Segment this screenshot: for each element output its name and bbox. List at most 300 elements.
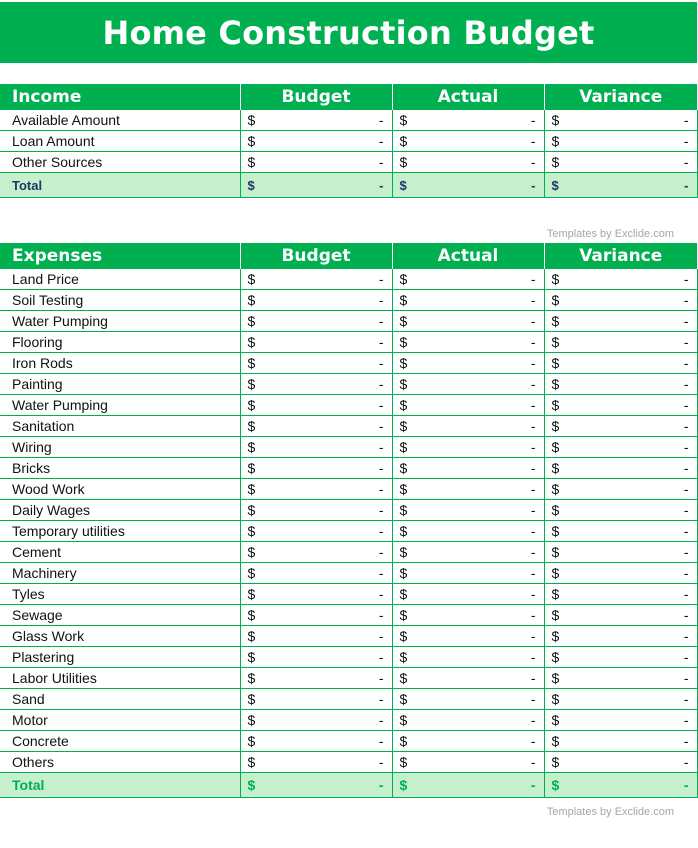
actual-cell[interactable] bbox=[392, 479, 544, 500]
actual-cell[interactable] bbox=[392, 152, 544, 173]
actual-cell[interactable] bbox=[392, 311, 544, 332]
currency-symbol: $ bbox=[551, 733, 560, 749]
budget-cell[interactable] bbox=[240, 353, 392, 374]
budget-cell[interactable] bbox=[240, 542, 392, 563]
actual-total-cell bbox=[392, 773, 544, 798]
variance-cell[interactable] bbox=[544, 110, 697, 131]
budget-cell[interactable] bbox=[240, 479, 392, 500]
page-title: Home Construction Budget bbox=[0, 2, 697, 63]
variance-cell[interactable] bbox=[544, 152, 697, 173]
row-label: Bricks bbox=[0, 458, 240, 479]
currency-symbol: $ bbox=[399, 133, 408, 149]
variance-cell[interactable] bbox=[544, 605, 697, 626]
currency-symbol: $ bbox=[247, 586, 256, 602]
row-label: Wiring bbox=[0, 437, 240, 458]
currency-symbol: $ bbox=[247, 355, 256, 371]
row-label: Tyles bbox=[0, 584, 240, 605]
variance-value: - bbox=[683, 271, 689, 287]
total-label: Total bbox=[0, 173, 240, 198]
budget-cell[interactable] bbox=[240, 500, 392, 521]
currency-symbol: $ bbox=[551, 177, 559, 193]
budget-cell[interactable] bbox=[240, 131, 392, 152]
budget-value: - bbox=[378, 355, 384, 371]
variance-cell[interactable] bbox=[544, 311, 697, 332]
variance-cell[interactable] bbox=[544, 752, 697, 773]
variance-cell[interactable] bbox=[544, 542, 697, 563]
row-label: Plastering bbox=[0, 647, 240, 668]
table-row bbox=[0, 332, 697, 353]
currency-symbol: $ bbox=[247, 481, 256, 497]
currency-symbol: $ bbox=[247, 376, 256, 392]
expenses-header-variance: Variance bbox=[544, 243, 697, 269]
budget-value: - bbox=[378, 670, 384, 686]
table-row bbox=[0, 311, 697, 332]
actual-total-value: - bbox=[531, 177, 536, 193]
variance-cell[interactable] bbox=[544, 416, 697, 437]
currency-symbol: $ bbox=[247, 271, 256, 287]
budget-cell[interactable] bbox=[240, 689, 392, 710]
row-label: Temporary utilities bbox=[0, 521, 240, 542]
row-label: Water Pumping bbox=[0, 311, 240, 332]
total-label: Total bbox=[0, 773, 240, 798]
table-row bbox=[0, 500, 697, 521]
budget-value: - bbox=[378, 271, 384, 287]
actual-cell[interactable] bbox=[392, 332, 544, 353]
table-row bbox=[0, 584, 697, 605]
actual-cell[interactable] bbox=[392, 521, 544, 542]
variance-value: - bbox=[683, 133, 689, 149]
actual-value: - bbox=[530, 418, 536, 434]
actual-value: - bbox=[530, 355, 536, 371]
actual-cell[interactable] bbox=[392, 668, 544, 689]
currency-symbol: $ bbox=[551, 712, 560, 728]
currency-symbol: $ bbox=[551, 439, 560, 455]
variance-value: - bbox=[683, 460, 689, 476]
table-row bbox=[0, 458, 697, 479]
currency-symbol: $ bbox=[247, 523, 256, 539]
currency-symbol: $ bbox=[399, 523, 408, 539]
actual-cell[interactable] bbox=[392, 500, 544, 521]
variance-cell[interactable] bbox=[544, 437, 697, 458]
actual-value: - bbox=[530, 670, 536, 686]
row-label: Concrete bbox=[0, 731, 240, 752]
variance-value: - bbox=[683, 502, 689, 518]
variance-cell[interactable] bbox=[544, 374, 697, 395]
actual-value: - bbox=[530, 460, 536, 476]
budget-value: - bbox=[378, 565, 384, 581]
table-row bbox=[0, 269, 697, 290]
actual-total-cell bbox=[392, 173, 544, 198]
variance-value: - bbox=[683, 376, 689, 392]
actual-value: - bbox=[530, 628, 536, 644]
table-row bbox=[0, 563, 697, 584]
currency-symbol: $ bbox=[399, 177, 407, 193]
row-label: Land Price bbox=[0, 269, 240, 290]
table-row bbox=[0, 626, 697, 647]
row-label: Soil Testing bbox=[0, 290, 240, 311]
budget-value: - bbox=[378, 334, 384, 350]
actual-cell[interactable] bbox=[392, 605, 544, 626]
budget-value: - bbox=[378, 712, 384, 728]
actual-cell[interactable] bbox=[392, 647, 544, 668]
variance-cell[interactable] bbox=[544, 710, 697, 731]
table-row bbox=[0, 668, 697, 689]
table-row bbox=[0, 353, 697, 374]
budget-value: - bbox=[378, 502, 384, 518]
variance-value: - bbox=[683, 292, 689, 308]
budget-value: - bbox=[378, 733, 384, 749]
currency-symbol: $ bbox=[551, 460, 560, 476]
variance-cell[interactable] bbox=[544, 332, 697, 353]
expenses-header-row bbox=[0, 243, 697, 269]
actual-cell[interactable] bbox=[392, 437, 544, 458]
variance-value: - bbox=[683, 544, 689, 560]
row-label: Available Amount bbox=[0, 110, 240, 131]
variance-cell[interactable] bbox=[544, 626, 697, 647]
currency-symbol: $ bbox=[247, 712, 256, 728]
actual-cell[interactable] bbox=[392, 710, 544, 731]
budget-cell[interactable] bbox=[240, 731, 392, 752]
variance-cell[interactable] bbox=[544, 458, 697, 479]
actual-value: - bbox=[530, 313, 536, 329]
variance-value: - bbox=[683, 649, 689, 665]
currency-symbol: $ bbox=[247, 460, 256, 476]
row-label: Glass Work bbox=[0, 626, 240, 647]
actual-value: - bbox=[530, 397, 536, 413]
actual-cell[interactable] bbox=[392, 458, 544, 479]
currency-symbol: $ bbox=[399, 154, 408, 170]
variance-value: - bbox=[683, 754, 689, 770]
budget-value: - bbox=[378, 292, 384, 308]
currency-symbol: $ bbox=[247, 154, 256, 170]
income-header-label: Income bbox=[0, 84, 240, 110]
currency-symbol: $ bbox=[399, 586, 408, 602]
currency-symbol: $ bbox=[551, 355, 560, 371]
actual-value: - bbox=[530, 133, 536, 149]
variance-value: - bbox=[683, 733, 689, 749]
variance-value: - bbox=[683, 628, 689, 644]
budget-value: - bbox=[378, 607, 384, 623]
currency-symbol: $ bbox=[247, 177, 255, 193]
budget-value: - bbox=[378, 418, 384, 434]
currency-symbol: $ bbox=[247, 334, 256, 350]
currency-symbol: $ bbox=[551, 691, 560, 707]
actual-value: - bbox=[530, 607, 536, 623]
currency-symbol: $ bbox=[551, 607, 560, 623]
variance-cell[interactable] bbox=[544, 269, 697, 290]
variance-value: - bbox=[683, 418, 689, 434]
currency-symbol: $ bbox=[247, 544, 256, 560]
watermark-text-bottom: Templates by Exclide.com bbox=[546, 806, 674, 818]
budget-cell[interactable] bbox=[240, 626, 392, 647]
table-row bbox=[0, 437, 697, 458]
variance-cell[interactable] bbox=[544, 689, 697, 710]
currency-symbol: $ bbox=[551, 418, 560, 434]
actual-value: - bbox=[530, 481, 536, 497]
expenses-header-label: Expenses bbox=[0, 243, 240, 269]
variance-total-cell bbox=[544, 173, 697, 198]
watermark-text: Templates by Exclide.com bbox=[546, 228, 674, 240]
income-header-row bbox=[0, 84, 697, 110]
currency-symbol: $ bbox=[399, 397, 408, 413]
actual-value: - bbox=[530, 649, 536, 665]
actual-value: - bbox=[530, 754, 536, 770]
budget-value: - bbox=[378, 133, 384, 149]
variance-value: - bbox=[683, 607, 689, 623]
budget-cell[interactable] bbox=[240, 584, 392, 605]
actual-value: - bbox=[530, 523, 536, 539]
expenses-header-budget: Budget bbox=[240, 243, 392, 269]
variance-cell[interactable] bbox=[544, 395, 697, 416]
budget-value: - bbox=[378, 691, 384, 707]
variance-total-cell bbox=[544, 773, 697, 798]
row-label: Sand bbox=[0, 689, 240, 710]
row-label: Wood Work bbox=[0, 479, 240, 500]
currency-symbol: $ bbox=[247, 607, 256, 623]
table-row bbox=[0, 647, 697, 668]
currency-symbol: $ bbox=[247, 292, 256, 308]
budget-cell[interactable] bbox=[240, 290, 392, 311]
table-row bbox=[0, 710, 697, 731]
variance-cell[interactable] bbox=[544, 131, 697, 152]
variance-total-value: - bbox=[684, 177, 689, 193]
row-label: Others bbox=[0, 752, 240, 773]
budget-cell[interactable] bbox=[240, 269, 392, 290]
currency-symbol: $ bbox=[399, 733, 408, 749]
variance-cell[interactable] bbox=[544, 563, 697, 584]
actual-cell[interactable] bbox=[392, 584, 544, 605]
budget-cell[interactable] bbox=[240, 521, 392, 542]
currency-symbol: $ bbox=[399, 481, 408, 497]
currency-symbol: $ bbox=[399, 292, 408, 308]
budget-cell[interactable] bbox=[240, 152, 392, 173]
variance-total-value: - bbox=[683, 777, 689, 793]
currency-symbol: $ bbox=[247, 754, 256, 770]
table-row bbox=[0, 290, 697, 311]
income-header-actual: Actual bbox=[392, 84, 544, 110]
budget-total-value: - bbox=[379, 177, 384, 193]
budget-cell[interactable] bbox=[240, 563, 392, 584]
currency-symbol: $ bbox=[399, 777, 408, 793]
table-row bbox=[0, 110, 697, 131]
currency-symbol: $ bbox=[551, 777, 560, 793]
row-label: Daily Wages bbox=[0, 500, 240, 521]
currency-symbol: $ bbox=[399, 544, 408, 560]
actual-cell[interactable] bbox=[392, 752, 544, 773]
actual-value: - bbox=[530, 733, 536, 749]
budget-cell[interactable] bbox=[240, 110, 392, 131]
actual-cell[interactable] bbox=[392, 626, 544, 647]
row-label: Sanitation bbox=[0, 416, 240, 437]
budget-total-cell bbox=[240, 773, 392, 798]
variance-cell[interactable] bbox=[544, 647, 697, 668]
variance-cell[interactable] bbox=[544, 500, 697, 521]
currency-symbol: $ bbox=[399, 628, 408, 644]
budget-cell[interactable] bbox=[240, 395, 392, 416]
currency-symbol: $ bbox=[399, 376, 408, 392]
table-row bbox=[0, 131, 697, 152]
variance-cell[interactable] bbox=[544, 353, 697, 374]
currency-symbol: $ bbox=[551, 154, 560, 170]
table-row bbox=[0, 395, 697, 416]
actual-value: - bbox=[530, 271, 536, 287]
row-label: Cement bbox=[0, 542, 240, 563]
currency-symbol: $ bbox=[551, 670, 560, 686]
currency-symbol: $ bbox=[247, 502, 256, 518]
budget-cell[interactable] bbox=[240, 374, 392, 395]
row-label: Iron Rods bbox=[0, 353, 240, 374]
budget-cell[interactable] bbox=[240, 416, 392, 437]
actual-value: - bbox=[530, 565, 536, 581]
variance-value: - bbox=[683, 439, 689, 455]
currency-symbol: $ bbox=[551, 565, 560, 581]
variance-cell[interactable] bbox=[544, 521, 697, 542]
actual-value: - bbox=[530, 691, 536, 707]
actual-cell[interactable] bbox=[392, 353, 544, 374]
variance-value: - bbox=[683, 565, 689, 581]
variance-value: - bbox=[683, 712, 689, 728]
currency-symbol: $ bbox=[247, 691, 256, 707]
budget-cell[interactable] bbox=[240, 311, 392, 332]
table-row bbox=[0, 605, 697, 626]
variance-value: - bbox=[683, 523, 689, 539]
total-row bbox=[0, 773, 697, 798]
table-row bbox=[0, 374, 697, 395]
budget-value: - bbox=[378, 754, 384, 770]
actual-cell[interactable] bbox=[392, 416, 544, 437]
currency-symbol: $ bbox=[551, 649, 560, 665]
budget-cell[interactable] bbox=[240, 437, 392, 458]
budget-cell[interactable] bbox=[240, 332, 392, 353]
currency-symbol: $ bbox=[551, 292, 560, 308]
currency-symbol: $ bbox=[399, 649, 408, 665]
budget-value: - bbox=[378, 397, 384, 413]
row-label: Flooring bbox=[0, 332, 240, 353]
budget-value: - bbox=[378, 481, 384, 497]
currency-symbol: $ bbox=[551, 271, 560, 287]
currency-symbol: $ bbox=[247, 628, 256, 644]
row-label: Loan Amount bbox=[0, 131, 240, 152]
budget-value: - bbox=[378, 376, 384, 392]
actual-cell[interactable] bbox=[392, 374, 544, 395]
actual-cell[interactable] bbox=[392, 110, 544, 131]
currency-symbol: $ bbox=[399, 313, 408, 329]
currency-symbol: $ bbox=[551, 523, 560, 539]
variance-value: - bbox=[683, 112, 689, 128]
budget-cell[interactable] bbox=[240, 605, 392, 626]
currency-symbol: $ bbox=[551, 376, 560, 392]
actual-cell[interactable] bbox=[392, 563, 544, 584]
actual-value: - bbox=[530, 586, 536, 602]
budget-value: - bbox=[378, 313, 384, 329]
expenses-table bbox=[0, 243, 698, 798]
actual-value: - bbox=[530, 334, 536, 350]
budget-total-cell bbox=[240, 173, 392, 198]
variance-value: - bbox=[683, 691, 689, 707]
currency-symbol: $ bbox=[399, 355, 408, 371]
actual-total-value: - bbox=[530, 777, 536, 793]
budget-value: - bbox=[378, 586, 384, 602]
actual-cell[interactable] bbox=[392, 131, 544, 152]
variance-cell[interactable] bbox=[544, 584, 697, 605]
row-label: Sewage bbox=[0, 605, 240, 626]
currency-symbol: $ bbox=[399, 565, 408, 581]
variance-cell[interactable] bbox=[544, 668, 697, 689]
row-label: Labor Utilities bbox=[0, 668, 240, 689]
income-header-budget: Budget bbox=[240, 84, 392, 110]
actual-value: - bbox=[530, 112, 536, 128]
row-label: Water Pumping bbox=[0, 395, 240, 416]
budget-cell[interactable] bbox=[240, 458, 392, 479]
actual-cell[interactable] bbox=[392, 395, 544, 416]
currency-symbol: $ bbox=[399, 112, 408, 128]
variance-cell[interactable] bbox=[544, 479, 697, 500]
variance-value: - bbox=[683, 586, 689, 602]
currency-symbol: $ bbox=[551, 544, 560, 560]
currency-symbol: $ bbox=[551, 133, 560, 149]
currency-symbol: $ bbox=[551, 334, 560, 350]
budget-cell[interactable] bbox=[240, 647, 392, 668]
variance-cell[interactable] bbox=[544, 731, 697, 752]
table-row bbox=[0, 752, 697, 773]
actual-value: - bbox=[530, 712, 536, 728]
income-table bbox=[0, 84, 698, 198]
currency-symbol: $ bbox=[247, 313, 256, 329]
variance-cell[interactable] bbox=[544, 290, 697, 311]
currency-symbol: $ bbox=[247, 133, 256, 149]
budget-cell[interactable] bbox=[240, 710, 392, 731]
currency-symbol: $ bbox=[399, 271, 408, 287]
currency-symbol: $ bbox=[247, 112, 256, 128]
currency-symbol: $ bbox=[247, 439, 256, 455]
budget-value: - bbox=[378, 460, 384, 476]
budget-cell[interactable] bbox=[240, 752, 392, 773]
currency-symbol: $ bbox=[247, 565, 256, 581]
budget-value: - bbox=[378, 154, 384, 170]
expenses-header-actual: Actual bbox=[392, 243, 544, 269]
currency-symbol: $ bbox=[399, 607, 408, 623]
actual-cell[interactable] bbox=[392, 731, 544, 752]
currency-symbol: $ bbox=[247, 670, 256, 686]
actual-cell[interactable] bbox=[392, 290, 544, 311]
currency-symbol: $ bbox=[247, 733, 256, 749]
currency-symbol: $ bbox=[399, 334, 408, 350]
row-label: Painting bbox=[0, 374, 240, 395]
actual-value: - bbox=[530, 376, 536, 392]
actual-cell[interactable] bbox=[392, 542, 544, 563]
actual-cell[interactable] bbox=[392, 689, 544, 710]
table-row bbox=[0, 689, 697, 710]
variance-value: - bbox=[683, 481, 689, 497]
income-header-variance: Variance bbox=[544, 84, 697, 110]
actual-cell[interactable] bbox=[392, 269, 544, 290]
budget-cell[interactable] bbox=[240, 668, 392, 689]
total-row bbox=[0, 173, 697, 198]
row-label: Other Sources bbox=[0, 152, 240, 173]
currency-symbol: $ bbox=[399, 439, 408, 455]
currency-symbol: $ bbox=[551, 397, 560, 413]
currency-symbol: $ bbox=[399, 418, 408, 434]
variance-value: - bbox=[683, 355, 689, 371]
table-row bbox=[0, 416, 697, 437]
table-row bbox=[0, 521, 697, 542]
currency-symbol: $ bbox=[551, 502, 560, 518]
table-row bbox=[0, 542, 697, 563]
currency-symbol: $ bbox=[247, 397, 256, 413]
actual-value: - bbox=[530, 544, 536, 560]
variance-value: - bbox=[683, 154, 689, 170]
currency-symbol: $ bbox=[399, 754, 408, 770]
